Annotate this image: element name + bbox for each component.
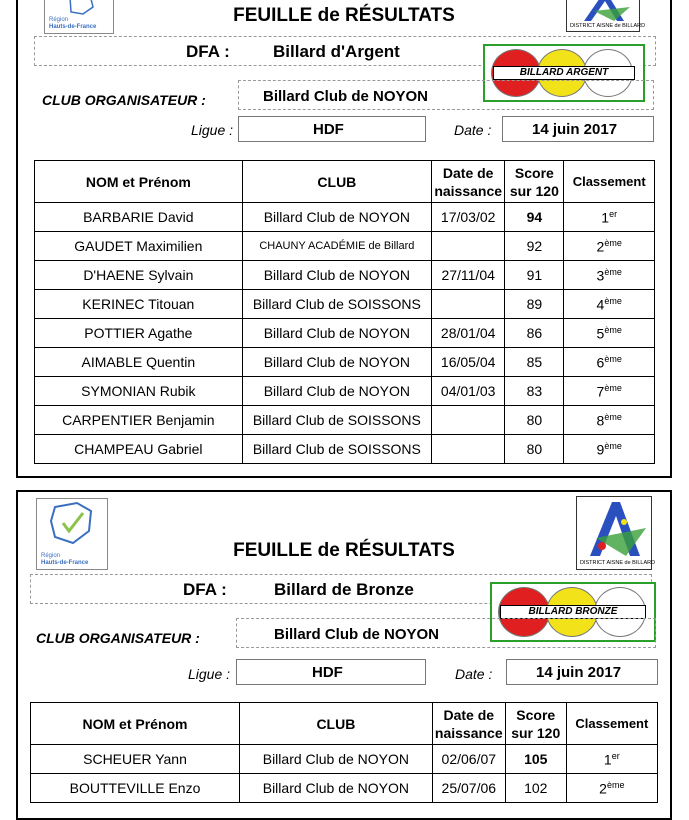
club-organisateur-value: Billard Club de NOYON (274, 626, 440, 643)
dfa-value-label: DFA : (183, 580, 227, 599)
score-cell: 89 (505, 290, 564, 319)
header-club: CLUB (240, 703, 433, 745)
rank-cell (564, 348, 655, 377)
player-name-cell: D'HAENE Sylvain (35, 261, 243, 290)
table-row (35, 319, 655, 348)
birth-date-cell: 17/03/02 (432, 203, 505, 232)
rank-suffix: ème (604, 353, 622, 364)
rank-cell (564, 319, 655, 348)
header-score: Score sur 120 (505, 703, 566, 745)
region-logo-line1: Région (41, 553, 61, 559)
district-logo-text: DISTRICT AISNE de BILLARD (570, 23, 646, 29)
rank-cell (564, 261, 655, 290)
player-club-cell: Billard Club de NOYON (242, 319, 431, 348)
player-club-cell: Billard Club de NOYON (240, 745, 433, 774)
score-cell: 105 (505, 745, 566, 774)
rank-number: 1 (603, 751, 612, 768)
birth-date-cell (432, 406, 505, 435)
birth-date-cell: 16/05/04 (432, 348, 505, 377)
player-club-cell: Billard Club de NOYON (242, 203, 431, 232)
header-birth: Date de naissance (432, 161, 505, 203)
birth-date-cell (432, 290, 505, 319)
player-club-cell: Billard Club de NOYON (242, 261, 431, 290)
score-cell: 102 (505, 774, 566, 803)
region-logo-line1: Région (49, 17, 69, 23)
score-cell: 85 (505, 348, 564, 377)
rank-number: 8 (596, 412, 605, 429)
france-map-icon (47, 501, 97, 545)
dfa-value: Billard de Bronze (274, 580, 414, 599)
rank-number: 9 (596, 441, 605, 458)
score-cell: 91 (505, 261, 564, 290)
table-row (35, 290, 655, 319)
rank-suffix: ème (604, 411, 622, 422)
ligue-label: Ligue : (191, 122, 234, 138)
rank-number: 5 (596, 325, 605, 342)
birth-date-cell: 02/06/07 (432, 745, 505, 774)
badge-label: BILLARD ARGENT (493, 66, 635, 80)
region-logo-line2: Hauts-de-France (49, 24, 97, 30)
player-club-cell: Billard Club de NOYON (240, 774, 433, 803)
rank-suffix: ème (604, 266, 622, 277)
rank-cell (564, 232, 655, 261)
player-club-cell: Billard Club de SOISSONS (242, 406, 431, 435)
result-sheet-argent (16, 0, 672, 478)
sheet-title: FEUILLE de RÉSULTATS (233, 540, 455, 561)
district-logo (566, 0, 646, 32)
result-sheet-bronze (16, 490, 672, 820)
club-organisateur-label: CLUB ORGANISATEUR : (42, 92, 206, 108)
birth-date-cell: 28/01/04 (432, 319, 505, 348)
rank-cell (564, 435, 655, 464)
table-row (35, 203, 655, 232)
player-name-cell: BOUTTEVILLE Enzo (31, 774, 240, 803)
date-label: Date : (454, 122, 492, 138)
header-name: NOM et Prénom (31, 703, 240, 745)
ligue-value: HDF (313, 121, 344, 138)
district-logo (576, 496, 656, 570)
date-label: Date : (455, 666, 493, 682)
table-row (35, 348, 655, 377)
header-name: NOM et Prénom (35, 161, 243, 203)
player-club-cell: Billard Club de SOISSONS (242, 290, 431, 319)
rank-suffix: ème (604, 382, 622, 393)
results-table (34, 160, 655, 464)
rank-number: 2 (596, 238, 605, 255)
birth-date-cell: 25/07/06 (432, 774, 505, 803)
ligue-label: Ligue : (188, 666, 231, 682)
rank-suffix: ème (604, 295, 622, 306)
club-organisateur-label: CLUB ORGANISATEUR : (36, 630, 200, 646)
rank-cell (566, 774, 657, 803)
score-cell: 94 (505, 203, 564, 232)
player-club-cell: Billard Club de SOISSONS (242, 435, 431, 464)
table-row (31, 745, 658, 774)
district-a-logo-icon (574, 0, 634, 21)
rank-cell (566, 745, 657, 774)
player-name-cell: KERINEC Titouan (35, 290, 243, 319)
ligue-value: HDF (312, 664, 343, 681)
birth-date-cell: 04/01/03 (432, 377, 505, 406)
rank-cell (564, 203, 655, 232)
rank-number: 2 (599, 780, 607, 797)
header-rank: Classement (564, 161, 655, 203)
rank-number: 4 (596, 296, 605, 313)
player-name-cell: SCHEUER Yann (31, 745, 240, 774)
header-birth: Date de naissance (432, 703, 505, 745)
header-club: CLUB (242, 161, 431, 203)
rank-suffix: er (609, 208, 618, 219)
dfa-value: Billard d'Argent (273, 42, 400, 61)
table-row (35, 377, 655, 406)
player-name-cell: SYMONIAN Rubik (35, 377, 243, 406)
score-cell: 80 (505, 435, 564, 464)
results-table (30, 702, 658, 803)
table-row (31, 774, 658, 803)
rank-number: 6 (596, 354, 605, 371)
badge-label: BILLARD BRONZE (500, 605, 646, 619)
player-name-cell: CHAMPEAU Gabriel (35, 435, 243, 464)
rank-suffix: er (611, 750, 620, 761)
table-row (35, 406, 655, 435)
score-cell: 83 (505, 377, 564, 406)
score-cell: 80 (505, 406, 564, 435)
table-row (35, 435, 655, 464)
rank-number: 1 (601, 209, 610, 226)
rank-suffix: ème (604, 237, 622, 248)
date-value: 14 juin 2017 (536, 664, 622, 681)
player-name-cell: AIMABLE Quentin (35, 348, 243, 377)
header-score: Score sur 120 (505, 161, 564, 203)
dfa-label: DFA : (186, 42, 230, 61)
district-logo-text: DISTRICT AISNE de BILLARD (580, 560, 656, 566)
player-name-cell: BARBARIE David (35, 203, 243, 232)
rank-cell (564, 406, 655, 435)
player-name-cell: GAUDET Maximilien (35, 232, 243, 261)
player-name-cell: POTTIER Agathe (35, 319, 243, 348)
sheet-title: FEUILLE de RÉSULTATS (233, 5, 455, 26)
player-club-cell: Billard Club de NOYON (242, 348, 431, 377)
table-row (35, 232, 655, 261)
rank-suffix: ème (604, 324, 622, 335)
club-organisateur-value: Billard Club de NOYON (263, 88, 429, 105)
birth-date-cell (432, 232, 505, 261)
table-row (35, 261, 655, 290)
header-rank: Classement (566, 703, 657, 745)
rank-suffix: ème (606, 779, 625, 790)
region-logo-line2: Hauts-de-France (41, 560, 89, 566)
rank-cell (564, 377, 655, 406)
player-club-cell: CHAUNY ACADÉMIE de Billard (242, 232, 431, 261)
score-cell: 86 (505, 319, 564, 348)
date-value: 14 juin 2017 (532, 121, 618, 138)
player-club-cell: Billard Club de NOYON (242, 377, 431, 406)
score-cell: 92 (505, 232, 564, 261)
rank-suffix: ème (604, 440, 622, 451)
district-a-logo-icon (582, 500, 648, 556)
rank-number: 7 (596, 383, 605, 400)
rank-number: 3 (596, 267, 605, 284)
player-name-cell: CARPENTIER Benjamin (35, 406, 243, 435)
birth-date-cell: 27/11/04 (432, 261, 505, 290)
birth-date-cell (432, 435, 505, 464)
rank-cell (564, 290, 655, 319)
